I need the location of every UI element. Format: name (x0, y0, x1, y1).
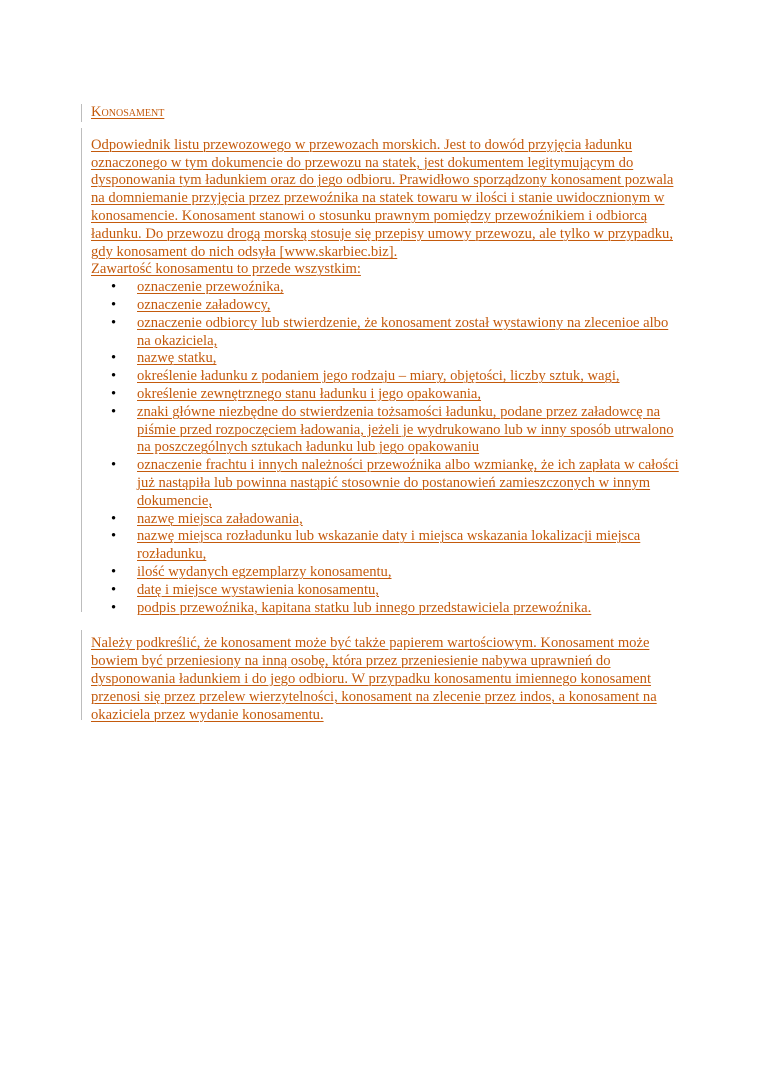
list-item: • oznaczenie załadowcy, (137, 297, 679, 315)
list-item: • znaki główne niezbędne do stwierdzenia tożsamości ładunku, podane przez załadowcę na piśmie przed rozpoczęciem ładowania, jeżeli je wydrukowano lub w inny sposób utrwalono na poszczególnych sztukach ładunku lub jego opakowaniu (137, 404, 679, 457)
list-item: • nazwę statku, (137, 350, 679, 368)
list-intro: Zawartość konosamentu to przede wszystkim: (91, 261, 361, 278)
list-item: • oznaczenie frachtu i innych należności przewoźnika albo wzmiankę, że ich zapłata w całości już nastąpiła lub powinna nastąpić stosownie do postanowień zamieszczonych w innym dokumencie, (137, 457, 679, 510)
document-content (91, 104, 679, 724)
change-bar-body (81, 128, 82, 612)
list-item: • datę i miejsce wystawienia konosamentu, (137, 582, 679, 600)
list-item: • ilość wydanych egzemplarzy konosamentu, (137, 564, 679, 582)
list-item: • określenie zewnętrznego stanu ładunku i jego opakowania, (137, 386, 679, 404)
list-item: • określenie ładunku z podaniem jego rodzaju – miary, objętości, liczby sztuk, wagi, (137, 368, 679, 386)
intro-paragraph: Odpowiednik listu przewozowego w przewozach morskich. Jest to dowód przyjęcia ładunku oznaczonego w tym dokumencie do przewozu na statek, jest dokumentem legitymującym do dysponowania tym ładunkiem oraz do jego odbioru. Prawidłowo sporządzony konosament pozwala na domniemanie przyjęcia przez przewoźnika na statek towaru w ilości i stanie uwidocznionym w konosamencie. Konosament stanowi o stosunku prawnym pomiędzy przewoźnikiem i odbiorcą ładunku. Do przewozu drogą morską stosuje się przepisy umowy przewozu, ale tylko w przypadku, gdy konosament do nich odsyła [www.skarbiec.biz]. (91, 136, 674, 260)
change-bar-title (81, 104, 82, 122)
document-title: Konosament (91, 104, 165, 120)
contents-list (91, 279, 679, 617)
closing-paragraph: Należy podkreślić, że konosament może być także papierem wartościowym. Konosament może bowiem być przeniesiony na inną osobę, która przez przeniesienie nabywa uprawnień do dysponowania ładunkiem i do jego odbioru. W przypadku konosamentu imiennego konosament przenosi się przez przelew wierzytelności, konosament na zlecenie przez indos, a konosament na okaziciela przez wydanie konosamentu. (91, 635, 657, 723)
list-item: • oznaczenie odbiorcy lub stwierdzenie, że konosament został wystawiony na zlecenioe albo na okaziciela, (137, 315, 679, 351)
list-item: • podpis przewoźnika, kapitana statku lub innego przedstawiciela przewoźnika. (137, 600, 679, 618)
list-item: • nazwę miejsca rozładunku lub wskazanie daty i miejsca wskazania lokalizacji miejsca rozładunku, (137, 528, 679, 564)
list-item: • nazwę miejsca załadowania, (137, 511, 679, 529)
change-bar-closing (81, 630, 82, 720)
list-item: • oznaczenie przewoźnika, (137, 279, 679, 297)
